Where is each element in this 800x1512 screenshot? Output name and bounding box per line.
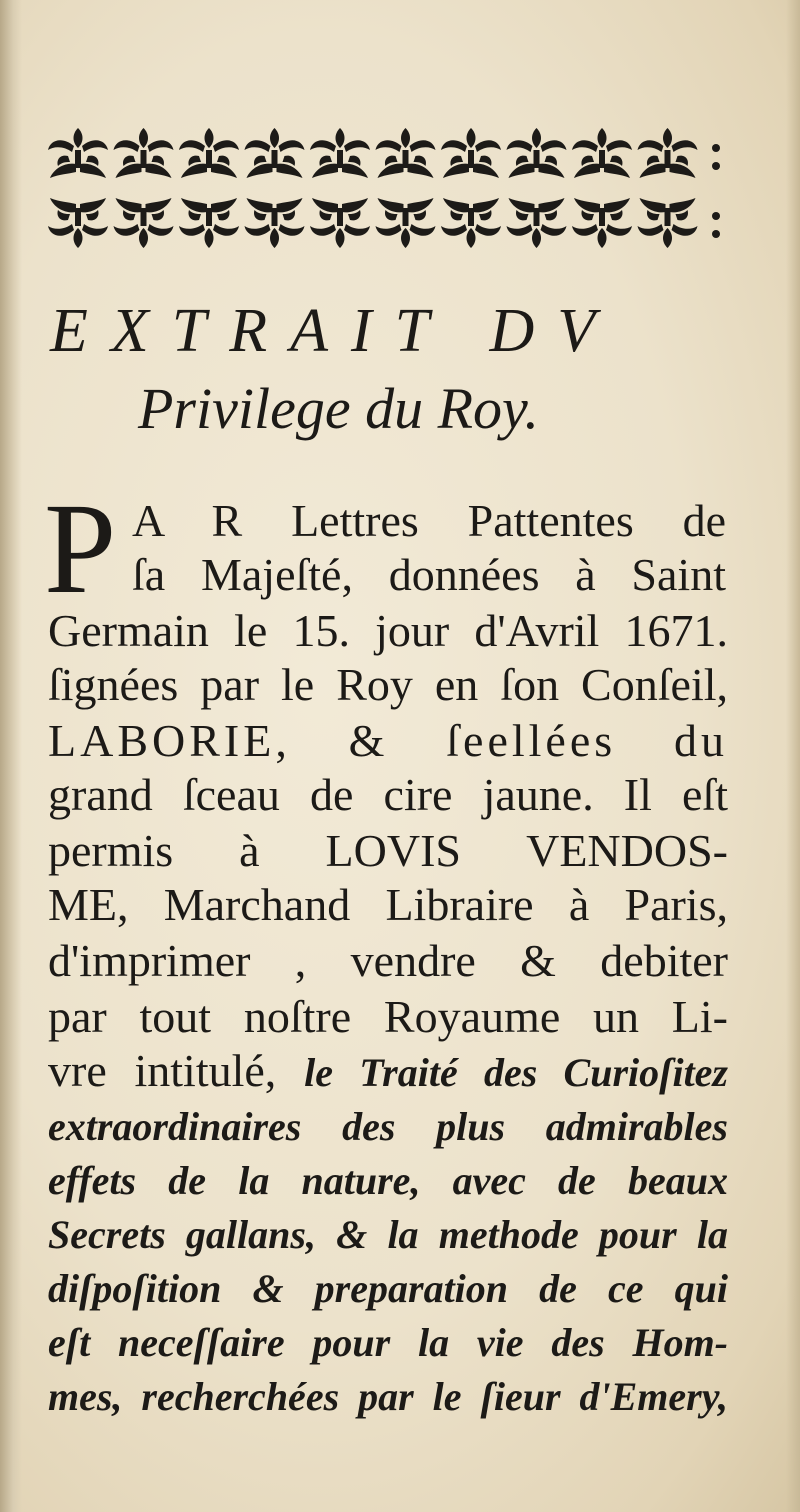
fleuron-icon bbox=[310, 128, 370, 178]
text-line: grand ſceau de cire jaune. Il eſt bbox=[48, 769, 728, 820]
ornament-dot bbox=[712, 212, 720, 220]
fleuron-icon bbox=[376, 128, 436, 178]
italic-line: diſpoſition & preparation de ce qui bbox=[48, 1266, 728, 1311]
page-gutter-shadow bbox=[0, 0, 22, 1512]
book-title-italic: le Traité des Curioſitez bbox=[304, 1050, 729, 1095]
page-edge-shadow bbox=[786, 0, 800, 1512]
text-line: ME, Marchand Libraire à Paris, bbox=[48, 879, 728, 930]
ornament-dot bbox=[712, 162, 720, 170]
fleuron-icon bbox=[441, 198, 501, 248]
text-line: ſa Majeſté, données à Saint bbox=[132, 549, 726, 600]
fleuron-icon bbox=[572, 128, 632, 178]
italic-line: effets de la nature, avec de beaux bbox=[48, 1158, 728, 1203]
fleuron-icon bbox=[48, 128, 108, 178]
fleuron-icon bbox=[638, 198, 698, 248]
fleuron-icon bbox=[179, 198, 239, 248]
fleuron-icon bbox=[638, 128, 698, 178]
text-line: ſignées par le Roy en ſon Conſeil, bbox=[48, 659, 728, 710]
fleuron-icon bbox=[245, 128, 305, 178]
fleuron-icon bbox=[114, 128, 174, 178]
text-line: permis à LOVIS VENDOS- bbox=[48, 825, 728, 876]
page-subtitle: Privilege du Roy. bbox=[138, 376, 540, 441]
fleuron-icon bbox=[179, 128, 239, 178]
fleuron-icon bbox=[245, 198, 305, 248]
italic-line: mes, recherchées par le ſieur d'Emery, bbox=[48, 1374, 728, 1419]
page-title: EXTRAIT DV bbox=[50, 297, 619, 365]
text-line: A R Lettres Pattentes de bbox=[132, 495, 726, 546]
text-line: d'imprimer , vendre & debiter bbox=[48, 935, 728, 986]
ornament-dot bbox=[712, 144, 720, 152]
fleuron-icon bbox=[48, 198, 108, 248]
fleuron-icon bbox=[310, 198, 370, 248]
text-line-mixed bbox=[48, 1044, 728, 1100]
text-line: Germain le 15. jour d'Avril 1671. bbox=[48, 605, 728, 656]
italic-line: eſt neceſſaire pour la vie des Hom- bbox=[48, 1320, 728, 1365]
fleuron-icon bbox=[376, 198, 436, 248]
ornament-dot bbox=[712, 230, 720, 238]
fleuron-icon bbox=[441, 128, 501, 178]
fleuron-icon bbox=[507, 128, 567, 178]
fleuron-icon bbox=[507, 198, 567, 248]
italic-line: Secrets gallans, & la methode pour la bbox=[48, 1212, 728, 1257]
text-roman-part: vre intitulé, bbox=[48, 1045, 277, 1096]
fleuron-icon bbox=[114, 198, 174, 248]
fleuron-icon bbox=[572, 198, 632, 248]
drop-capital: P bbox=[44, 477, 117, 621]
text-line: par tout noſtre Royaume un Li- bbox=[48, 991, 728, 1042]
fleuron-ornament-band bbox=[48, 118, 728, 260]
text-line: LABORIE, & ſeellées du bbox=[48, 715, 728, 766]
italic-line: extraordinaires des plus admirables bbox=[48, 1104, 728, 1149]
